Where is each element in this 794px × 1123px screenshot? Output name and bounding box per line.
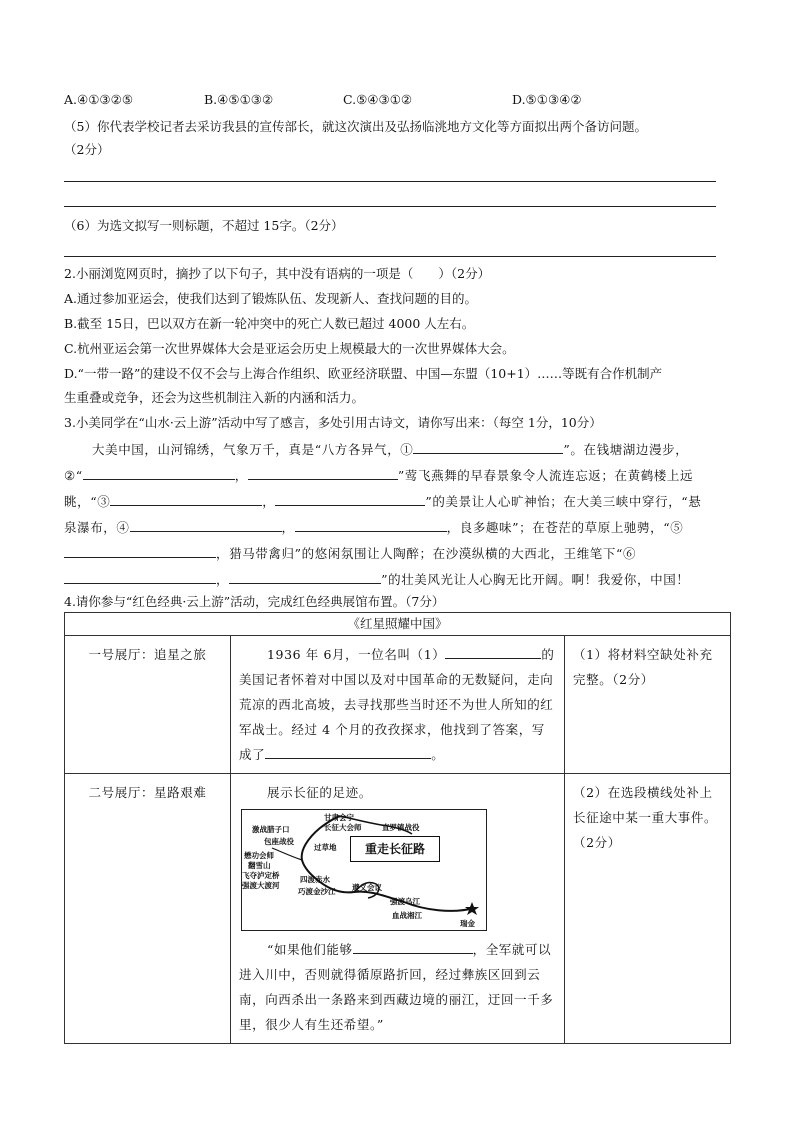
hall-2-intro <box>231 774 564 805</box>
q3-text: ， <box>281 520 295 535</box>
answer-line <box>64 256 716 257</box>
answer-blank[interactable] <box>413 441 563 454</box>
question-2-option-c: C.杭州亚运会第一次世界媒体大会是亚运会历史上规模最大的一次世界媒体大会。 <box>64 341 515 356</box>
q3-line-2 <box>64 466 693 484</box>
map-label: 包座战役 <box>264 837 294 846</box>
hall-1-text: 。 <box>431 747 445 762</box>
map-label: 血战湘江 <box>392 911 422 920</box>
q3-text: 大美中国，山河锦绣，气象万千，真是“八方各异气，① <box>92 442 414 457</box>
hall-1-text: 1936 年 6月，一位名叫（1） <box>267 647 446 662</box>
map-label: 翻雪山 <box>248 861 271 870</box>
question-2-stem: 2.小丽浏览网页时，摘抄了以下句子，其中没有语病的一项是（ ）（2分） <box>64 266 491 281</box>
map-label: 懋功会师 <box>244 851 274 860</box>
ruijin-star-icon <box>465 902 479 915</box>
q3-text: ， <box>234 468 248 483</box>
q3-text: ”。在钱塘湖边漫步， <box>563 442 689 457</box>
question-6: （6）为选文拟写一则标题，不超过 15字。（2分） <box>64 218 344 233</box>
q3-line-6 <box>64 570 689 588</box>
question-2-option-d-cont: 生重叠或竞争，还会为这些机制注入新的内涵和活力。 <box>64 390 365 405</box>
hall-1-name-cell <box>65 636 231 774</box>
question-2-option-d: D.“一带一路”的建设不仅不会与上海合作组织、欧亚经济联盟、中国—东盟（10+1）……等既有合作机制产 <box>64 366 663 381</box>
q3-text: 泉瀑布，④ <box>64 520 130 535</box>
q3-line-3 <box>64 492 701 510</box>
hall-2-quote-text: ，全军就可以进入川中，否则就得循原路折回，经过彝族区回到云南，向西杀出一条路来到西藏边境的丽江，迂回一千多里，很少人有生还希望。” <box>239 942 554 1032</box>
answer-blank[interactable] <box>265 746 431 759</box>
hall-1-content <box>231 636 564 773</box>
answer-blank[interactable] <box>64 571 216 584</box>
map-label: 长征大会师 <box>324 823 362 832</box>
option-c: C.⑤④③①② <box>343 92 413 107</box>
map-label: 直罗镇战役 <box>382 823 420 832</box>
answer-blank[interactable] <box>110 493 262 506</box>
map-label: 瑞金 <box>460 919 475 928</box>
q3-text: ，良多趣味”；在苍茫的草原上驰骋，“⑤ <box>446 520 684 535</box>
q3-text: 眺，“③ <box>64 494 111 509</box>
map-label: 飞夺泸定桥 <box>242 871 280 880</box>
map-label: 强渡乌江 <box>390 897 420 906</box>
answer-blank[interactable] <box>248 467 398 480</box>
q3-text: ，猎马带禽归”的悠闲氛围让人陶醉；在沙漠纵横的大西北，王维笔下“⑥ <box>216 546 637 561</box>
map-label: 遵义会议 <box>352 883 382 892</box>
answer-blank[interactable] <box>130 519 282 532</box>
option-b: B.④⑤①③② <box>204 92 274 107</box>
question-4-stem: 4.请你参与“红色经典·云上游”活动，完成红色经典展馆布置。（7分） <box>64 594 445 609</box>
question-2-option-a: A.通过参加亚运会，使我们达到了锻炼队伍、发现新人、查找问题的目的。 <box>64 291 478 306</box>
hall-2-quote-text: “如果他们能够 <box>267 942 353 957</box>
answer-line <box>64 181 716 182</box>
answer-blank[interactable] <box>295 519 447 532</box>
hall-2-task: （2）在选段横线处补上长征途中某一重大事件。（2分） <box>573 785 718 850</box>
hall-2-quote <box>231 937 564 1043</box>
answer-blank[interactable] <box>445 646 541 659</box>
hall-2-task-cell <box>565 774 731 1044</box>
option-d: D.⑤①③④② <box>512 92 582 107</box>
q3-text: ②“ <box>64 468 83 483</box>
hall-2-name-cell <box>65 774 231 1044</box>
map-label: 甘肃会宁 <box>324 813 354 822</box>
q3-text: ”的壮美风光让人心胸无比开阔。啊！我爱你，中国！ <box>381 572 690 587</box>
hall-1-name: 一号展厅：追星之旅 <box>88 647 207 662</box>
map-title: 重走长征路 <box>350 836 440 862</box>
q3-line-5 <box>64 544 636 562</box>
q3-text: ， <box>262 494 276 509</box>
hall-2-content-cell <box>231 774 565 1044</box>
answer-blank[interactable] <box>229 571 381 584</box>
west-route-line <box>272 848 302 860</box>
hall-1-content-cell <box>231 636 565 774</box>
answer-blank[interactable] <box>64 545 216 558</box>
question-5: （5）你代表学校记者去采访我县的宣传部长，就这次演出及弘扬临洮地方文化等方面拟出两个备访问题。 <box>64 119 647 134</box>
map-label: 巧渡金沙江 <box>298 887 336 896</box>
hall-1-text: 的 <box>541 647 555 662</box>
answer-blank[interactable] <box>83 467 235 480</box>
long-march-map <box>241 809 487 931</box>
hall-1-task: （1）将材料空缺处补充完整。（2分） <box>573 647 713 687</box>
map-label: 强渡大渡河 <box>242 881 280 890</box>
exhibition-table <box>64 612 731 1044</box>
option-a: A.④①③②⑤ <box>64 92 134 107</box>
q3-line-1 <box>92 440 688 458</box>
q3-text: ”莺飞燕舞的早春景象令人流连忘返；在黄鹤楼上远 <box>397 468 694 483</box>
table-title: 《红星照耀中国》 <box>65 613 731 636</box>
answer-blank[interactable] <box>353 941 473 954</box>
q3-line-4 <box>64 518 683 536</box>
hall-2-intro-text: 展示长征的足迹。 <box>267 785 372 800</box>
hall-1-text: 美国记者怀着对中国以及对中国革命的无数疑问，走向荒凉的西北高坡，去寻找那些当时还不为世人所知的红军战士。经过 4 个月的孜孜探求，他找到了答案，写成了 <box>239 672 554 762</box>
question-3-stem: 3.小美同学在“山水·云上游”活动中写了感言，多处引用古诗文，请你写出来：（每空 1分，10分） <box>64 415 602 430</box>
map-label: 激战腊子口 <box>252 825 290 834</box>
question-2-option-b: B.截至 15日，巴以双方在新一轮冲突中的死亡人数已超过 4000 人左右。 <box>64 316 475 331</box>
question-5-score: （2分） <box>64 142 110 157</box>
q3-text: ”的美景让人心旷神怡；在大美三峡中穿行，“悬 <box>425 494 702 509</box>
map-label: 四渡赤水 <box>300 875 330 884</box>
map-label: 过草地 <box>314 843 337 852</box>
hall-2-name: 二号展厅：星路艰难 <box>88 785 207 800</box>
q3-text: ， <box>216 572 230 587</box>
hall-1-task-cell <box>565 636 731 774</box>
answer-line <box>64 206 716 207</box>
answer-blank[interactable] <box>275 493 425 506</box>
